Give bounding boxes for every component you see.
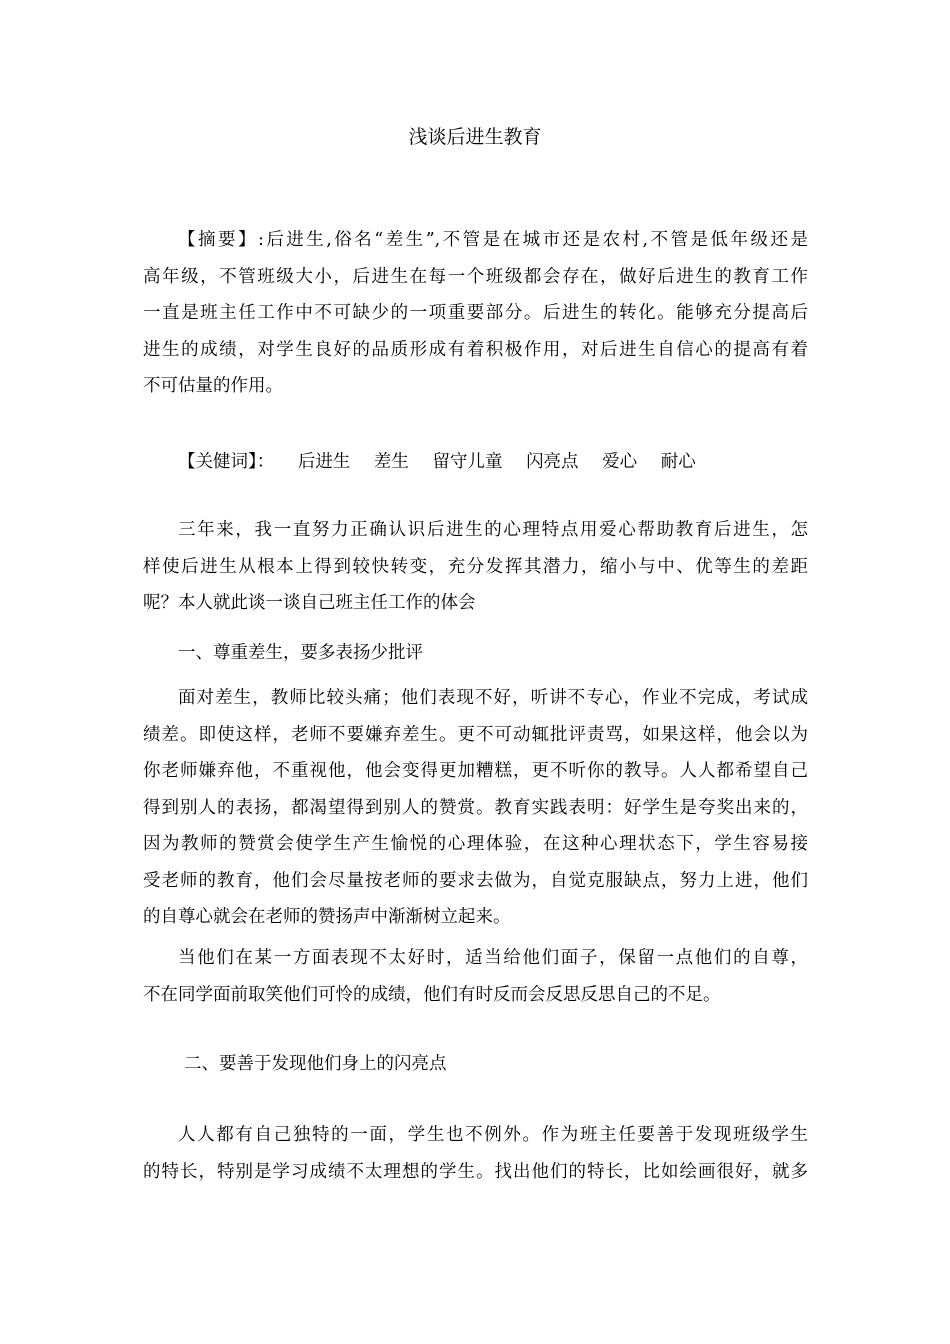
intro-line: 三年来，我一直努力正确认识后进生的心理特点用爱心帮助教育后进生，怎 [178,520,808,540]
document-title: 浅谈后进生教育 [408,126,542,148]
section-heading: 二、要善于发现他们身上的闪亮点 [184,1054,447,1074]
intro-line: 呢？本人就此谈一谈自己班主任工作的体会 [143,593,476,613]
abstract-paragraph [143,222,808,405]
section2-paragraph [143,1117,808,1190]
keywords-label: 【关健词】： [178,452,275,472]
section1-line: 得到别人的表扬，都渴望得到别人的赞赏。教育实践表明：好学生是夸奖出来的， [143,797,808,818]
keyword-item: 后进生 [297,452,351,472]
intro-line: 样使后进生从根本上得到较快转变，充分发挥其潜力，缩小与中、优等生的差距 [143,556,808,577]
abstract-line: 不可估量的作用。 [143,376,283,396]
section1b-line: 不在同学面前取笑他们可怜的成绩，他们有时反而会反思反思自己的不足。 [143,984,721,1005]
section1-line: 受老师的教育，他们会尽量按老师的要求去做为，自觉克服缺点，努力上进，他们 [143,870,808,891]
section1b-line: 当他们在某一方面表现不太好时，适当给他们面子，保留一点他们的自尊， [178,948,808,968]
keyword-item: 闪亮点 [526,452,579,472]
section1-line: 你老师嫌弃他，不重视他，他会变得更加糟糕，更不听你的教导。人人都希望自己 [143,761,808,781]
section1b-paragraph [143,940,808,1013]
abstract-line: 进生的成绩，对学生良好的品质形成有着积极作用，对后进生自信心的提高有着 [143,339,808,360]
section2-line: 的特长，特别是学习成绩不太理想的学生。找出他们的特长，比如绘画很好，就多 [143,1161,808,1182]
keywords-line [178,449,696,475]
keyword-item: 爱心 [602,452,638,472]
section1-line: 因为教师的赞赏会使学生产生愉悦的心理体验，在这种心理状态下，学生容易接 [143,834,808,854]
abstract-line: 【摘要】:后进生,俗名“差生”,不管是在城市还是农村,不管是低年级还是 [178,230,808,250]
section2-line: 人人都有自己独特的一面，学生也不例外。作为班主任要善于发现班级学生 [178,1125,808,1145]
section1-line: 面对差生，教师比较头痛；他们表现不好，听讲不专心，作业不完成，考试成 [178,688,808,708]
keyword-item: 耐心 [660,452,696,472]
keyword-item: 差生 [373,452,409,472]
abstract-line: 一直是班主任工作中不可缺少的一项重要部分。后进生的转化。能够充分提高后 [143,303,808,323]
abstract-line: 高年级，不管班级大小，后进生在每一个班级都会存在，做好后进生的教育工作 [143,266,808,287]
intro-paragraph [143,512,808,622]
section1-paragraph [143,680,808,936]
section1-line: 绩差。即使这样，老师不要嫌弃差生。更不可动辄批评责骂，如果这样，他会以为 [143,724,808,745]
section1-line: 的自尊心就会在老师的赞扬声中渐渐树立起来。 [143,907,511,927]
section-heading: 一、尊重差生，要多表扬少批评 [178,643,423,663]
keyword-item: 留守儿童 [432,452,503,472]
